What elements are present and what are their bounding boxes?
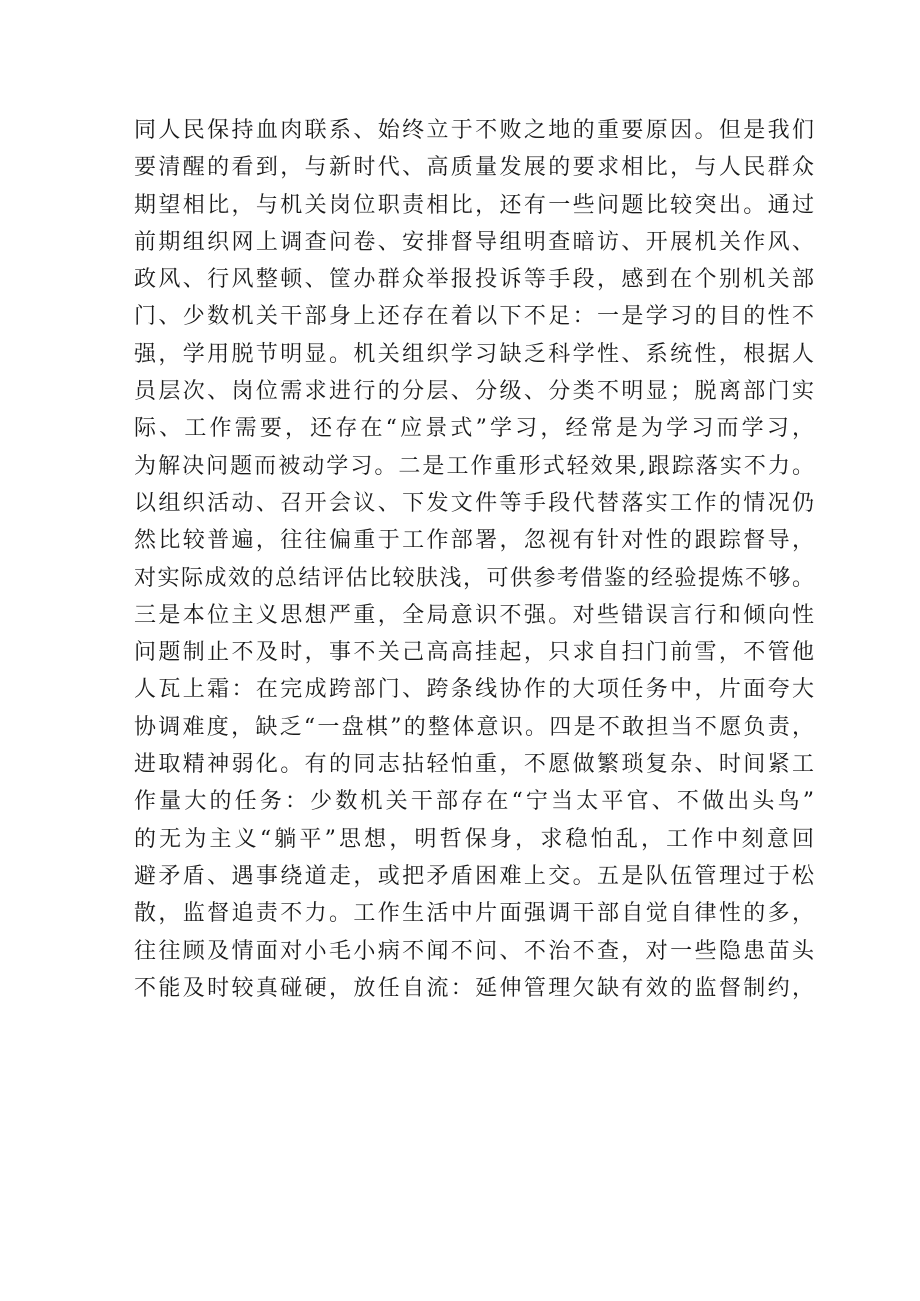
- text-line: 为解决问题而被动学习。二是工作重形式轻效果,跟踪落实不力。: [134, 453, 814, 479]
- text-line: 以组织活动、召开会议、下发文件等手段代替落实工作的情况仍: [134, 490, 814, 516]
- text-line: 政风、行风整顿、筐办群众举报投诉等手段，感到在个别机关部: [134, 267, 814, 293]
- text-line: 员层次、岗位需求进行的分层、分级、分类不明显；脱离部门实: [134, 379, 814, 405]
- text-line: 对实际成效的总结评估比较肤浅，可供参考借鉴的经验提炼不够。: [134, 565, 814, 591]
- text-line: 期望相比，与机关岗位职责相比，还有一些问题比较突出。通过: [134, 192, 814, 218]
- text-line: 强，学用脱节明显。机关组织学习缺乏科学性、系统性，根据人: [134, 341, 814, 367]
- text-line: 不能及时较真碰硬，放任自流：延伸管理欠缺有效的监督制约，: [134, 975, 814, 1001]
- text-line: 要清醒的看到，与新时代、高质量发展的要求相比，与人民群众: [134, 155, 814, 181]
- text-line: 门、少数机关干部身上还存在着以下不足：一是学习的目的性不: [134, 304, 814, 330]
- text-line: 的无为主义“躺平”思想，明哲保身，求稳怕乱，工作中刻意回: [134, 826, 814, 852]
- text-line: 际、工作需要，还存在“应景式”学习，经常是为学习而学习，: [134, 416, 814, 442]
- text-line: 作量大的任务：少数机关干部存在“宁当太平官、不做出头鸟”: [134, 789, 814, 815]
- text-line: 三是本位主义思想严重，全局意识不强。对些错误言行和倾向性: [134, 602, 814, 628]
- text-line: 往往顾及情面对小毛小病不闻不问、不治不查，对一些隐患苗头: [134, 938, 814, 964]
- text-line: 问题制止不及时，事不关己高高挂起，只求自扫门前雪，不管他: [134, 640, 814, 666]
- text-line: 进取精神弱化。有的同志拈轻怕重，不愿做繁琐复杂、时间紧工: [134, 752, 814, 778]
- body-paragraph: [134, 112, 814, 1007]
- text-line: 散，监督追责不力。工作生活中片面强调干部自觉自律性的多，: [134, 901, 814, 927]
- text-line: 协调难度，缺乏“一盘棋”的整体意识。四是不敢担当不愿负责，: [134, 714, 814, 740]
- text-line: 同人民保持血肉联系、始终立于不败之地的重要原因。但是我们: [134, 118, 814, 143]
- text-line: 前期组织网上调查问卷、安排督导组明查暗访、开展机关作风、: [134, 229, 814, 255]
- text-line: 然比较普遍，往往偏重于工作部署，忽视有针对性的跟踪督导，: [134, 528, 814, 554]
- text-line: 人瓦上霜：在完成跨部门、跨条线协作的大项任务中，片面夸大: [134, 677, 814, 703]
- text-line: 避矛盾、遇事绕道走，或把矛盾困难上交。五是队伍管理过于松: [134, 863, 814, 889]
